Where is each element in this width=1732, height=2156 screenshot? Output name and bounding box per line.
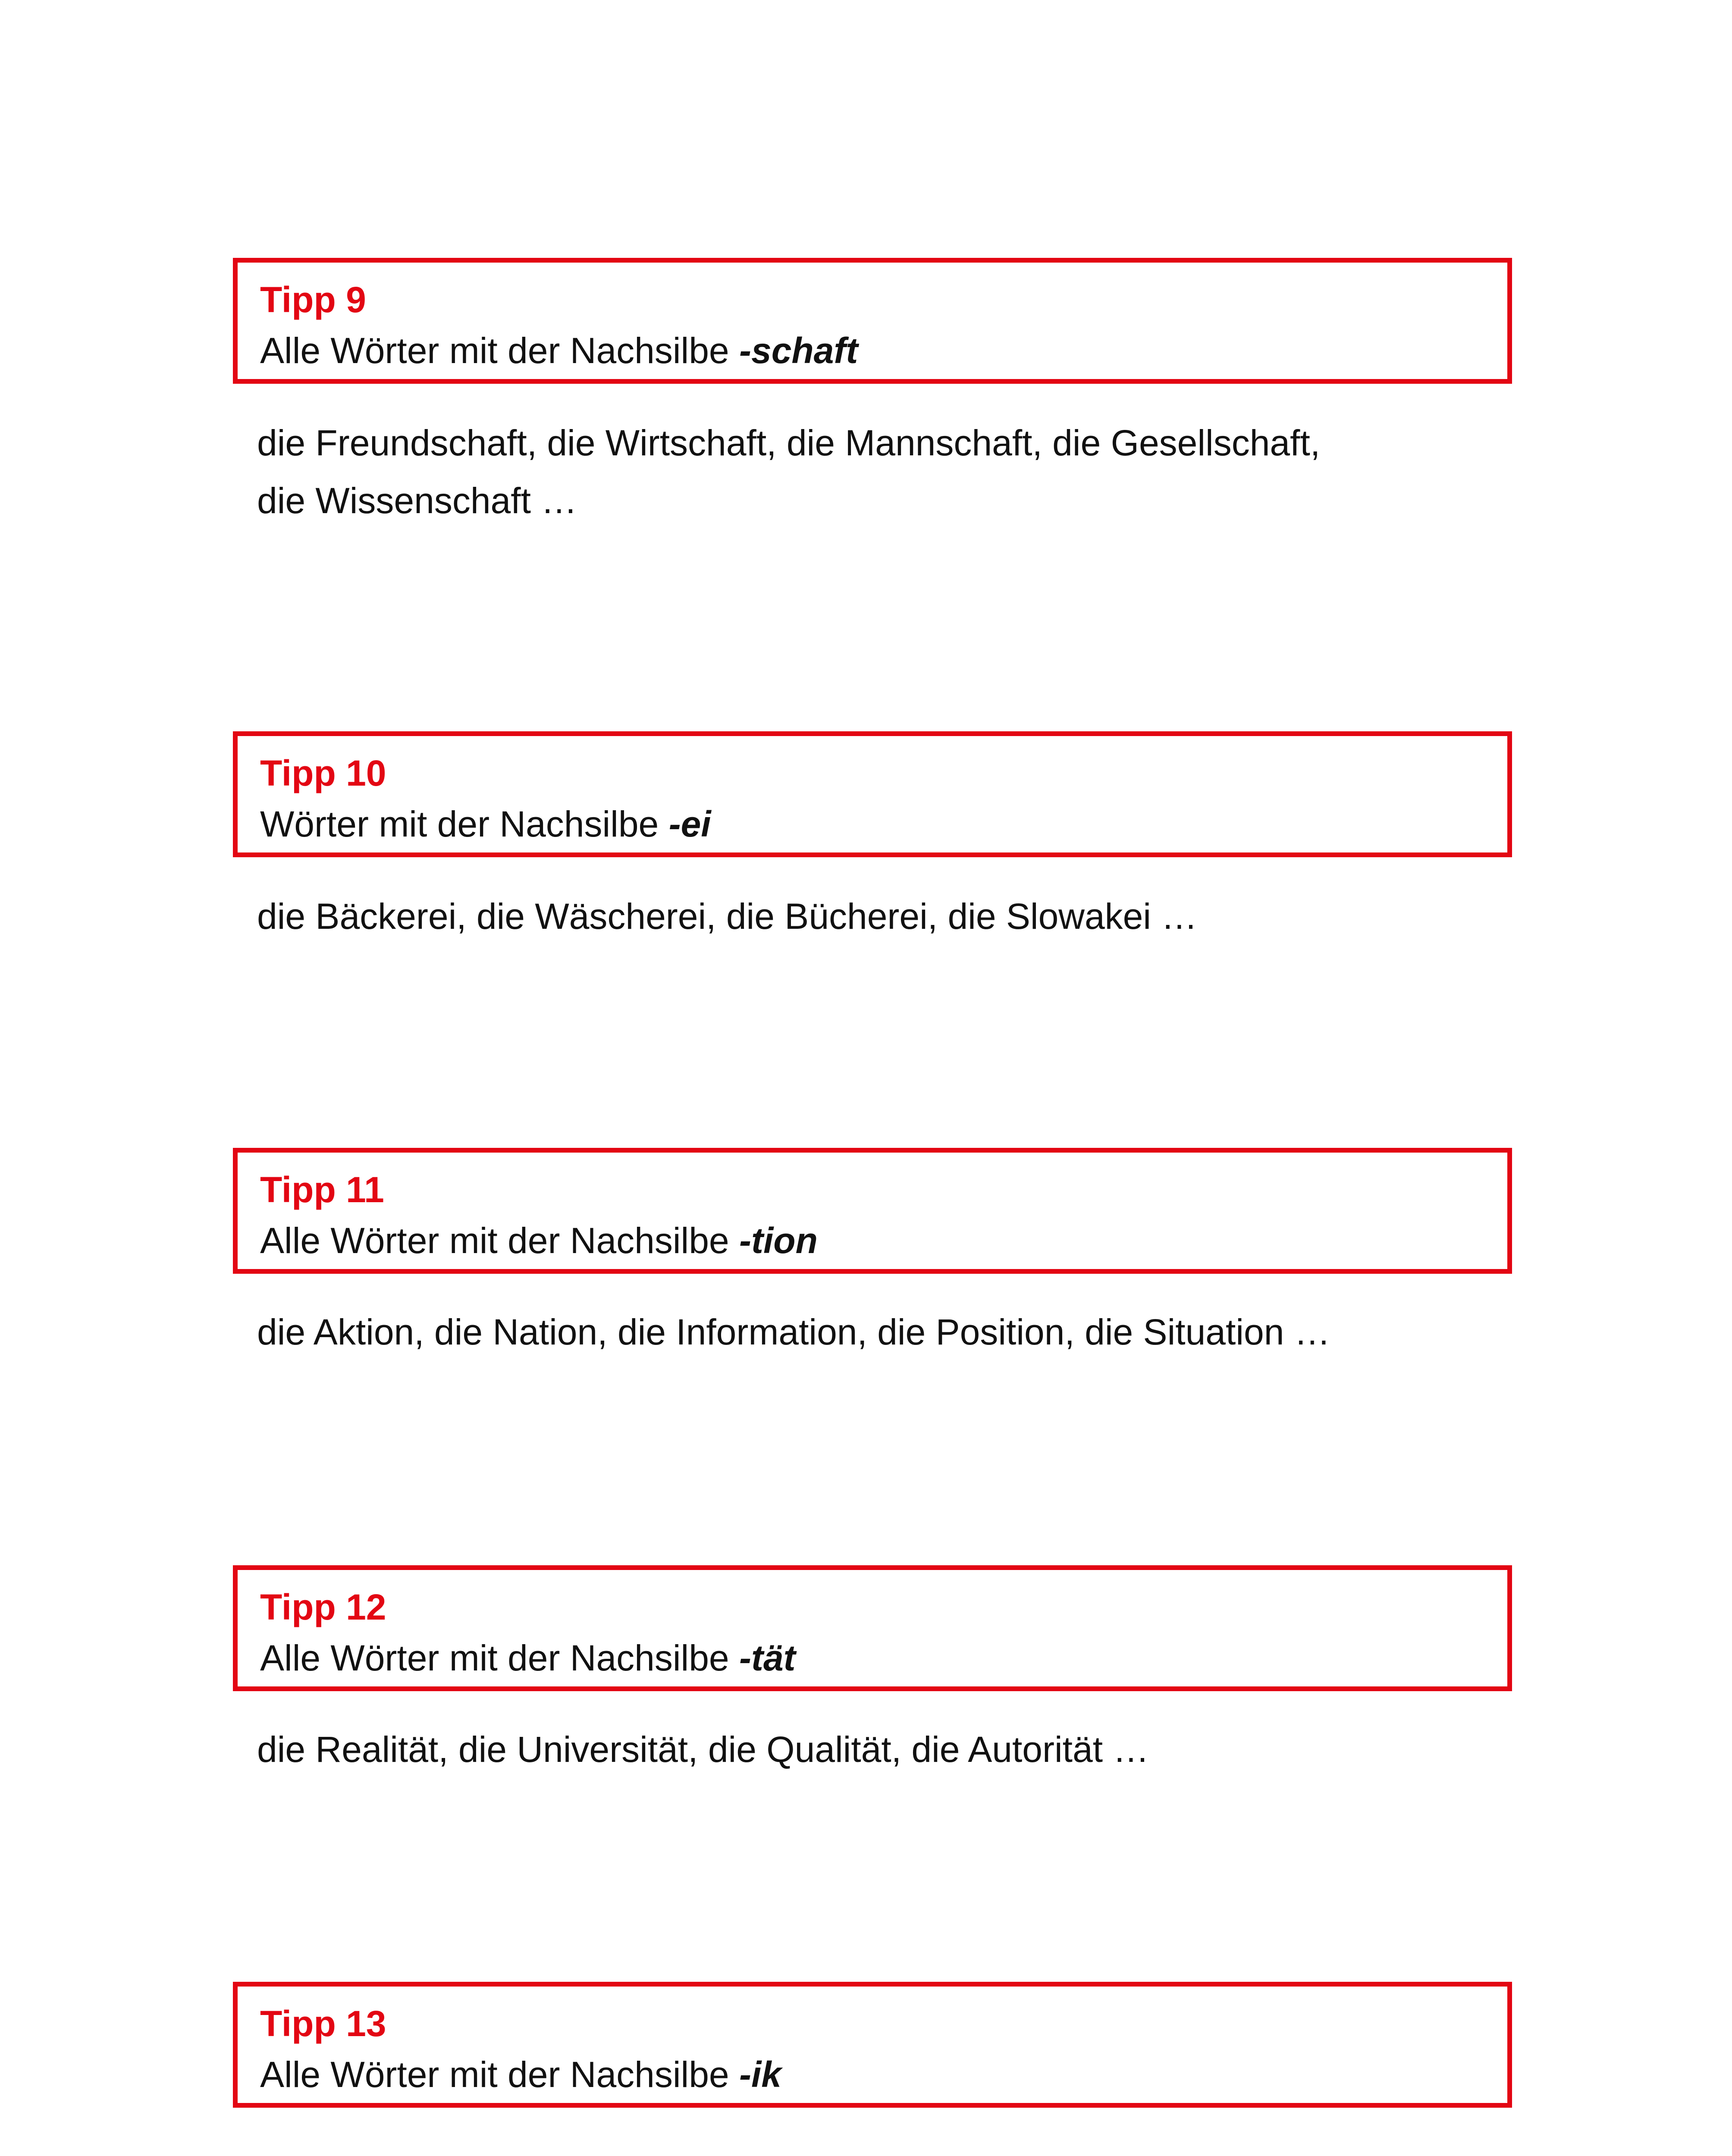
tip-title: Tipp 11 xyxy=(260,1169,384,1210)
tip-description-text: Alle Wörter mit der Nachsilbe xyxy=(260,1638,739,1678)
tip-box-9 xyxy=(233,258,1512,384)
tip-description-text: Alle Wörter mit der Nachsilbe xyxy=(260,330,739,371)
tip-description xyxy=(260,325,1507,376)
tip-suffix: -schaft xyxy=(739,330,858,371)
tip-description-text: Wörter mit der Nachsilbe xyxy=(260,804,669,844)
tip-box-11 xyxy=(233,1148,1512,1274)
tip-examples-10 xyxy=(257,887,1508,945)
tip-description-text: Alle Wörter mit der Nachsilbe xyxy=(260,2054,739,2095)
tip-title: Tipp 9 xyxy=(260,279,366,320)
tip-examples-9 xyxy=(257,414,1508,530)
tip-description xyxy=(260,1215,1507,1266)
tip-title: Tipp 10 xyxy=(260,753,386,793)
tip-box-13 xyxy=(233,1982,1512,2108)
example-line: die Aktion, die Nation, die Information, die Position, die Situation … xyxy=(257,1312,1330,1352)
tip-title: Tipp 12 xyxy=(260,1587,386,1627)
tip-description xyxy=(260,798,1507,850)
tip-suffix: -tion xyxy=(739,1220,818,1261)
tip-examples-11 xyxy=(257,1303,1508,1361)
tip-examples-12 xyxy=(257,1720,1508,1778)
tip-suffix: -ik xyxy=(739,2054,782,2095)
tip-box-12 xyxy=(233,1565,1512,1691)
example-line: die Wissenschaft … xyxy=(257,480,577,521)
tip-description xyxy=(260,1632,1507,1684)
example-line: die Bäckerei, die Wäscherei, die Bücherei, die Slowakei … xyxy=(257,896,1198,937)
tip-title: Tipp 13 xyxy=(260,2003,386,2044)
example-line: die Realität, die Universität, die Qualität, die Autorität … xyxy=(257,1729,1149,1770)
tip-box-10 xyxy=(233,731,1512,857)
tip-description-text: Alle Wörter mit der Nachsilbe xyxy=(260,1220,739,1261)
example-line: die Freundschaft, die Wirtschaft, die Mannschaft, die Gesellschaft, xyxy=(257,423,1321,463)
tip-suffix: -tät xyxy=(739,1638,796,1678)
tip-description xyxy=(260,2049,1507,2100)
tip-suffix: -ei xyxy=(668,804,711,844)
